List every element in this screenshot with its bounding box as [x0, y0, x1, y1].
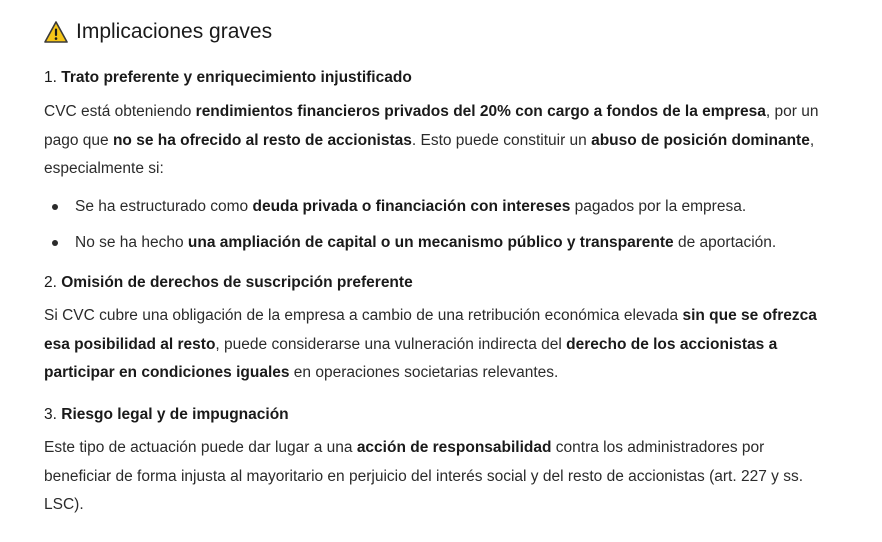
text-run: de aportación.: [673, 234, 777, 251]
section-2-paragraph: [44, 302, 824, 388]
section-number: 2.: [44, 274, 57, 291]
section-number: 1.: [44, 69, 57, 86]
bold-text: abuso de posición dominante: [591, 131, 810, 149]
text-run: No se ha hecho: [75, 234, 188, 251]
text-run: contra los administradores por beneficiar de forma injusta al mayoritario en perjuicio del interés social y del resto de accionistas (art. 227 y ss. LSC).: [44, 439, 804, 513]
text-run: Se ha estructurado como: [75, 198, 253, 215]
bold-text: sin que se ofrezca esa posibilidad al resto: [44, 307, 817, 353]
heading-text: Implicaciones graves: [76, 20, 273, 43]
section-1-paragraph: [44, 98, 824, 184]
text-run: pagados por la empresa.: [570, 198, 747, 215]
text-run: en operaciones societarias relevantes.: [289, 364, 559, 381]
text-run: , especialmente si:: [44, 131, 815, 177]
list-item: [44, 196, 776, 232]
bold-text: no se ha ofrecido al resto de accionistas: [112, 131, 412, 149]
list-item: [44, 232, 776, 268]
warning-icon: [44, 21, 68, 43]
text-run: , por un pago que: [44, 103, 819, 149]
section-1-title: [44, 69, 412, 87]
section-title-text: Trato preferente y enriquecimiento injustificado: [61, 69, 412, 86]
section-title-text: Omisión de derechos de suscripción preferente: [61, 274, 413, 291]
text-run: . Esto puede constituir un: [411, 131, 592, 149]
section-1-bullets: [44, 196, 776, 268]
section-title-text: Riesgo legal y de impugnación: [61, 406, 289, 423]
section-2-title: [44, 274, 413, 292]
section-number: 3.: [44, 406, 57, 423]
bold-text: rendimientos financieros privados del 20% con cargo a fondos de la empresa: [195, 103, 766, 120]
text-run: Este tipo de actuación puede dar lugar a una: [44, 439, 357, 456]
bold-text: derecho de los accionistas a participar en condiciones iguales: [44, 335, 778, 381]
bold-text: una ampliación de capital o un mecanismo público y transparente: [187, 234, 674, 251]
text-run: Si CVC cubre una obligación de la empresa a cambio de una retribución económica elevada: [44, 307, 683, 324]
section-heading: [44, 20, 272, 44]
text-run: CVC está obteniendo: [44, 103, 196, 120]
section-3-title: [44, 406, 289, 424]
text-run: , puede considerarse una vulneración indirecta del: [215, 335, 567, 353]
bold-text: deuda privada o financiación con intereses: [252, 198, 571, 215]
section-3-paragraph: [44, 434, 824, 520]
bold-text: acción de responsabilidad: [356, 439, 552, 456]
